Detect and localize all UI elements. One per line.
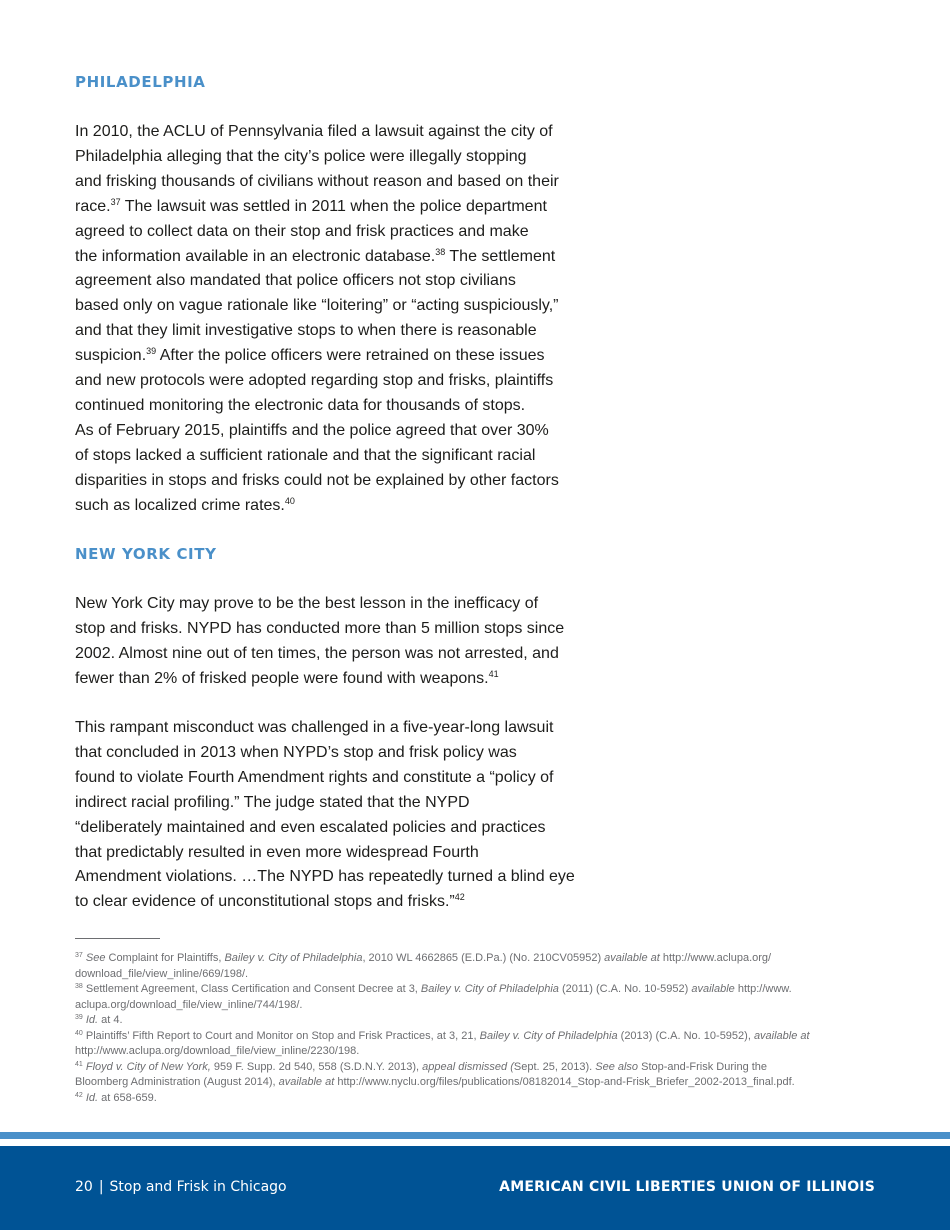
text-line: and new protocols were adopted regarding stop and frisks, plaintiffs (75, 372, 554, 390)
footnote-number: 42 (75, 1091, 83, 1099)
text-line: that predictably resulted in even more widespread Fourth (75, 843, 479, 861)
paragraph-philadelphia (75, 120, 559, 519)
text-line: In 2010, the ACLU of Pennsylvania filed a lawsuit against the city of (75, 123, 553, 140)
footnote-41: $^{41}$ Floyd v. City of New York, 959 F. Supp. 2d 540, 558 (S.D.N.Y. 2013), appeal dismissed (Sept. 25, 2013). See also Stop-and-Frisk During the (75, 1060, 768, 1073)
footnote-reference: 40 (284, 495, 295, 506)
text-line: Philadelphia alleging that the city’s police were illegally stopping (75, 147, 527, 165)
section-heading-new-york-city: NEW YORK CITY (75, 545, 217, 563)
text-line: 2002. Almost nine out of ten times, the person was not arrested, and (75, 644, 559, 662)
text-line: race.$^{37}$ The lawsuit was settled in 2011 when the police department (75, 196, 547, 215)
text-line: and frisking thousands of civilians without reason and based on their (75, 172, 559, 190)
text-line: As of February 2015, plaintiffs and the police agreed that over 30% (75, 421, 549, 439)
text-line: agreement also mandated that police officers not stop civilians (75, 272, 516, 290)
document-title: Stop and Frisk in Chicago (109, 1179, 287, 1195)
folio-separator: | (98, 1179, 104, 1195)
footnote-number: 40 (75, 1029, 83, 1037)
footnote-divider (75, 938, 160, 939)
organization-name: AMERICAN CIVIL LIBERTIES UNION OF ILLINOIS (499, 1179, 875, 1195)
page-number: 20 (75, 1179, 93, 1195)
footnote-number: 38 (75, 983, 83, 990)
text-line: based only on vague rationale like “loitering” or “acting suspiciously,” (75, 297, 559, 315)
footnote-reference: 39 (146, 346, 157, 357)
footnote-reference: 37 (110, 196, 121, 207)
footnote-37: $^{37}$ See Complaint for Plaintiffs, Bailey v. City of Philadelphia, 2010 WL 4662865 (E.D.Pa.) (No. 210CV05952) available at http://www.aclupa.org/ (75, 952, 772, 964)
text-line: stop and frisks. NYPD has conducted more than 5 million stops since (75, 619, 565, 637)
footnote-reference: 38 (435, 246, 446, 257)
footnote-38-continued: aclupa.org/download_file/view_inline/744/198/. (75, 998, 303, 1011)
text-line: disparities in stops and frisks could not be explained by other factors (75, 471, 559, 489)
text-line: continued monitoring the electronic data for thousands of stops. (75, 396, 526, 414)
footnote-41-continued: Bloomberg Administration (August 2014), available at http://www.nyclu.org/files/publications/08182014_Stop-and-Frisk_Briefer_2002-2013_final.pdf. (75, 1076, 795, 1088)
text-line: New York City may prove to be the best lesson in the inefficacy of (75, 595, 539, 612)
footer-accent-stripe (0, 1132, 950, 1139)
footnote-37-continued: download_file/view_inline/669/198/. (75, 967, 249, 980)
text-line: agreed to collect data on their stop and frisk practices and make (75, 222, 529, 240)
paragraph-nyc-2 (75, 716, 575, 915)
text-line: and that they limit investigative stops to when there is reasonable (75, 322, 537, 340)
footnote-number: 39 (75, 1014, 83, 1021)
text-line: that concluded in 2013 when NYPD’s stop and frisk policy was (75, 743, 517, 761)
text-line: Amendment violations. …The NYPD has repeatedly turned a blind eye (75, 868, 575, 886)
page-folio (75, 1177, 287, 1197)
footnote-38: $^{38}$ Settlement Agreement, Class Certification and Consent Decree at 3, Bailey v. City of Philadelphia (2011) (C.A. No. 10-5952) available http://www. (75, 983, 792, 995)
section-heading-philadelphia: PHILADELPHIA (75, 73, 206, 91)
text-line: indirect racial profiling.” The judge stated that the NYPD (75, 793, 470, 811)
footnote-number: 41 (75, 1060, 83, 1068)
footnote-42: $^{42}$ Id. at 658-659. (75, 1091, 157, 1104)
text-line: such as localized crime rates.$^{40}$ (75, 495, 295, 514)
footnote-40-continued: http://www.aclupa.org/download_file/view_inline/2230/198. (75, 1045, 360, 1057)
text-line: “deliberately maintained and even escalated policies and practices (75, 818, 546, 836)
text-line: suspicion.$^{39}$ After the police officers were retrained on these issues (75, 346, 545, 365)
footnote-reference: 42 (454, 892, 465, 903)
text-line: to clear evidence of unconstitutional stops and frisks.”$^{42}$ (75, 892, 465, 911)
text-line: found to violate Fourth Amendment rights and constitute a “policy of (75, 768, 554, 786)
paragraph-nyc-1 (75, 592, 564, 692)
footnote-40: $^{40}$ Plaintiffs’ Fifth Report to Court and Monitor on Stop and Frisk Practices, at 3, 21, Bailey v. City of Philadelphia (2013) (C.A. No. 10-5952), available at (75, 1029, 810, 1042)
text-line: This rampant misconduct was challenged in a five-year-long lawsuit (75, 719, 554, 736)
footnote-number: 37 (75, 952, 83, 959)
footnote-39: $^{39}$ Id. at 4. (75, 1014, 123, 1026)
footnotes (75, 951, 885, 1106)
footnote-reference: 41 (488, 668, 499, 679)
text-line: the information available in an electronic database.$^{38}$ The settlement (75, 246, 556, 265)
text-line: of stops lacked a sufficient rationale and that the significant racial (75, 446, 536, 464)
text-line: fewer than 2% of frisked people were found with weapons.$^{41}$ (75, 668, 499, 687)
